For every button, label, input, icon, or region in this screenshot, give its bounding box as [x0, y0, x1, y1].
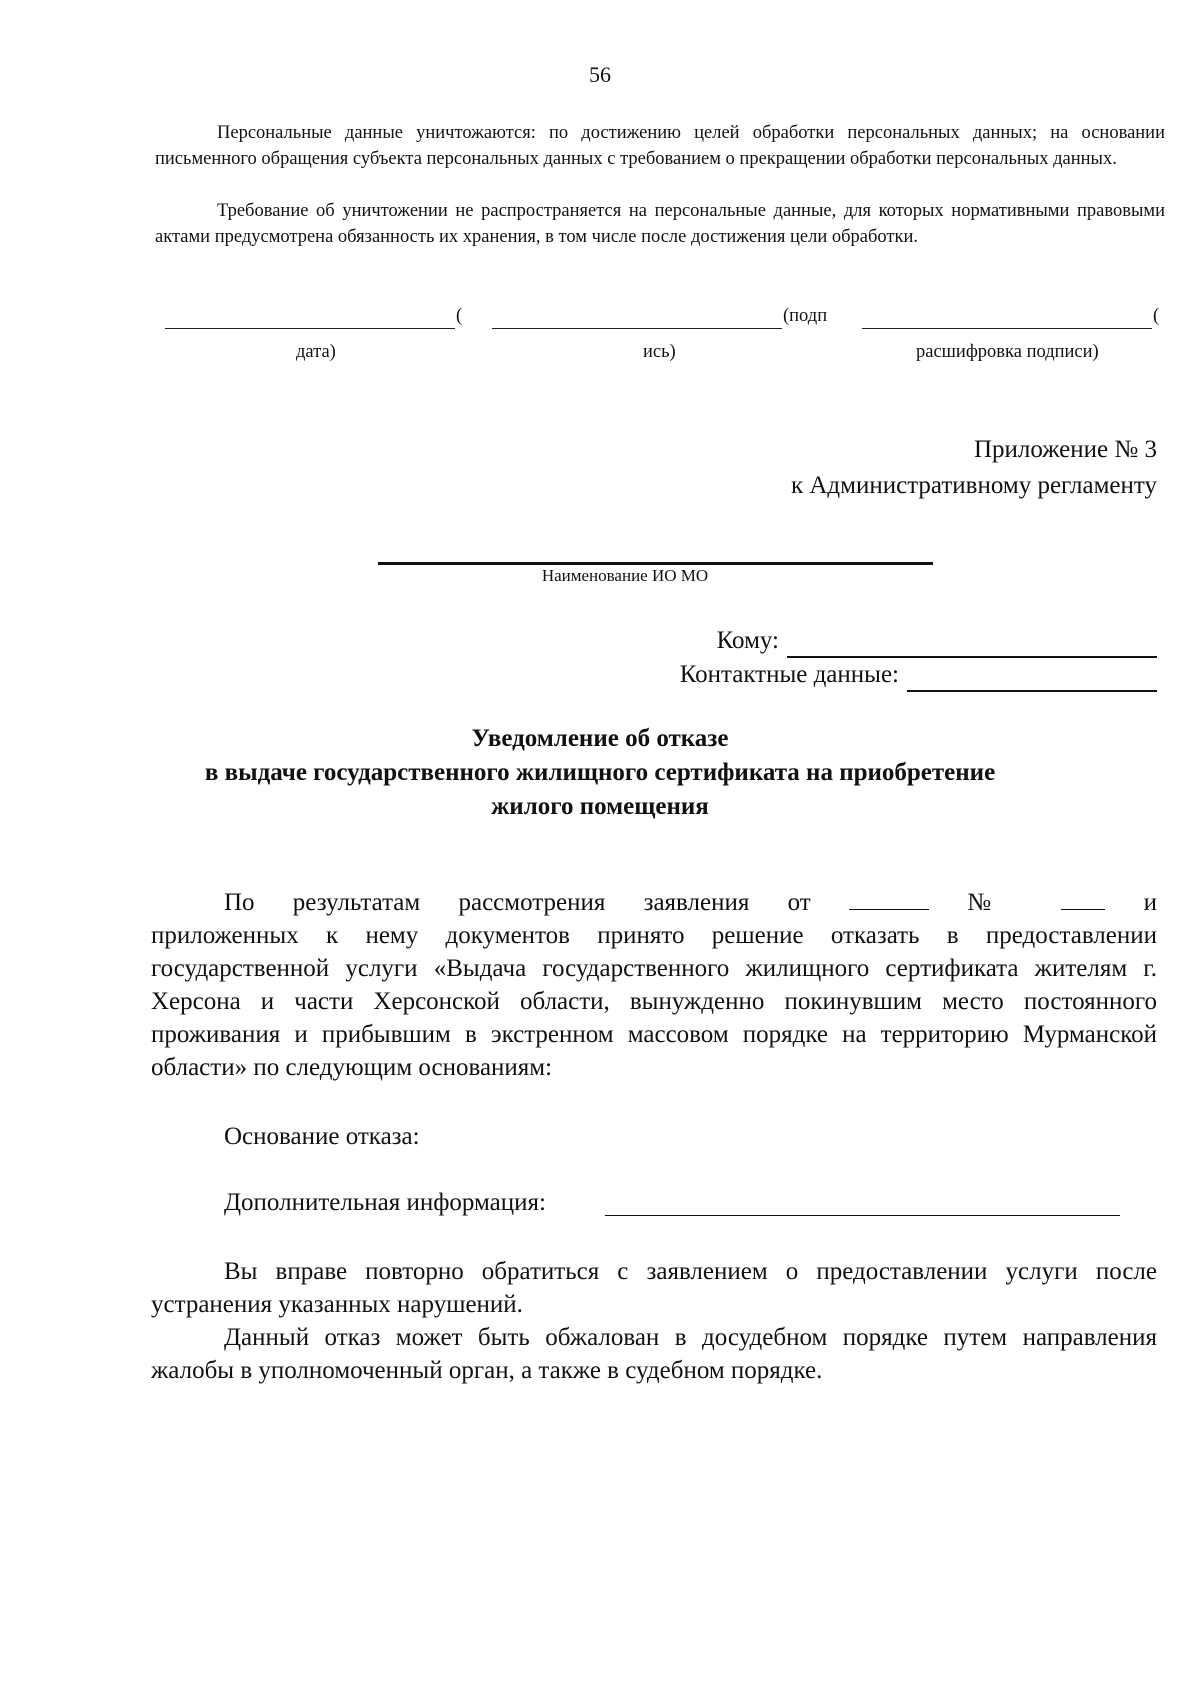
appendix-number: Приложение № 3 — [973, 436, 1157, 463]
contact-row — [680, 658, 1157, 692]
application-date-field — [849, 889, 929, 910]
organization-line — [378, 562, 933, 565]
decision-first-line — [151, 886, 1157, 919]
recipient-row — [717, 624, 1157, 658]
organization-caption: Наименование ИО МО — [541, 566, 709, 585]
consent-paragraph-2 — [155, 198, 1165, 250]
title-line-1: Уведомление об отказе — [471, 725, 729, 752]
closing-text-1: Вы вправе повторно обратиться с заявлением о предоставлении услуги после устранения указанных нарушений. — [151, 1258, 1157, 1318]
decision-and: и — [1143, 889, 1158, 916]
application-number-field — [1061, 889, 1105, 910]
consent-text-2: Требование об уничтожении не распространяется на персональные данные, для которых нормативными правовыми актами предусмотрена обязанность их хранения, в том числе после достижения цели обработки. — [155, 201, 1165, 247]
signature-caption: ись) — [643, 342, 676, 362]
contact-field — [907, 666, 1157, 692]
closing-paragraph-1 — [151, 1255, 1157, 1321]
decision-paragraph — [151, 886, 1157, 1084]
contact-label: Контактные данные: — [679, 661, 899, 688]
notice-title — [0, 722, 1200, 824]
recipient-label: Кому: — [716, 627, 779, 654]
date-bracket: ( — [456, 306, 463, 326]
additional-info-label: Дополнительная информация: — [224, 1189, 546, 1216]
signature-bracket: (подп — [783, 306, 828, 326]
appendix-reference: к Административному регламенту — [790, 472, 1157, 499]
decision-intro: По результатам рассмотрения заявления от — [224, 889, 811, 916]
refusal-reason-label: Основание отказа: — [224, 1123, 420, 1150]
consent-paragraph-1 — [155, 120, 1165, 172]
page-number: 56 — [589, 62, 611, 87]
closing-text-2: Данный отказ может быть обжалован в досудебном порядке путем направления жалобы в уполномоченный орган, а также в судебном порядке. — [151, 1324, 1157, 1384]
decoding-bracket: ( — [1153, 306, 1160, 326]
decoding-caption: расшифровка подписи) — [916, 342, 1099, 362]
title-line-2: в выдаче государственного жилищного сертификата на приобретение — [204, 759, 996, 786]
date-caption: дата) — [296, 342, 336, 362]
decoding-line — [862, 328, 1152, 329]
closing-paragraph-2 — [151, 1321, 1157, 1387]
decision-text: приложенных к нему документов принято решение отказать в предоставлении государственной услуги «Выдача государственного жилищного сертификата жителям г. Херсона и части Херсонской области, вынужденно покинувшим место постоянного проживания и прибывшим в экстренном массовом порядке на территорию Мурманской области» по следующим основаниям: — [151, 922, 1157, 1081]
signature-line — [492, 328, 782, 329]
consent-text-1: Персональные данные уничтожаются: по достижению целей обработки персональных данных; на основании письменного обращения субъекта персональных данных с требованием о прекращении обработки персональных данных. — [155, 123, 1165, 169]
title-line-3: жилого помещения — [491, 793, 709, 820]
additional-info-field — [605, 1215, 1120, 1216]
recipient-field — [787, 632, 1157, 658]
date-line — [165, 328, 455, 329]
number-sign: № — [967, 889, 1024, 916]
